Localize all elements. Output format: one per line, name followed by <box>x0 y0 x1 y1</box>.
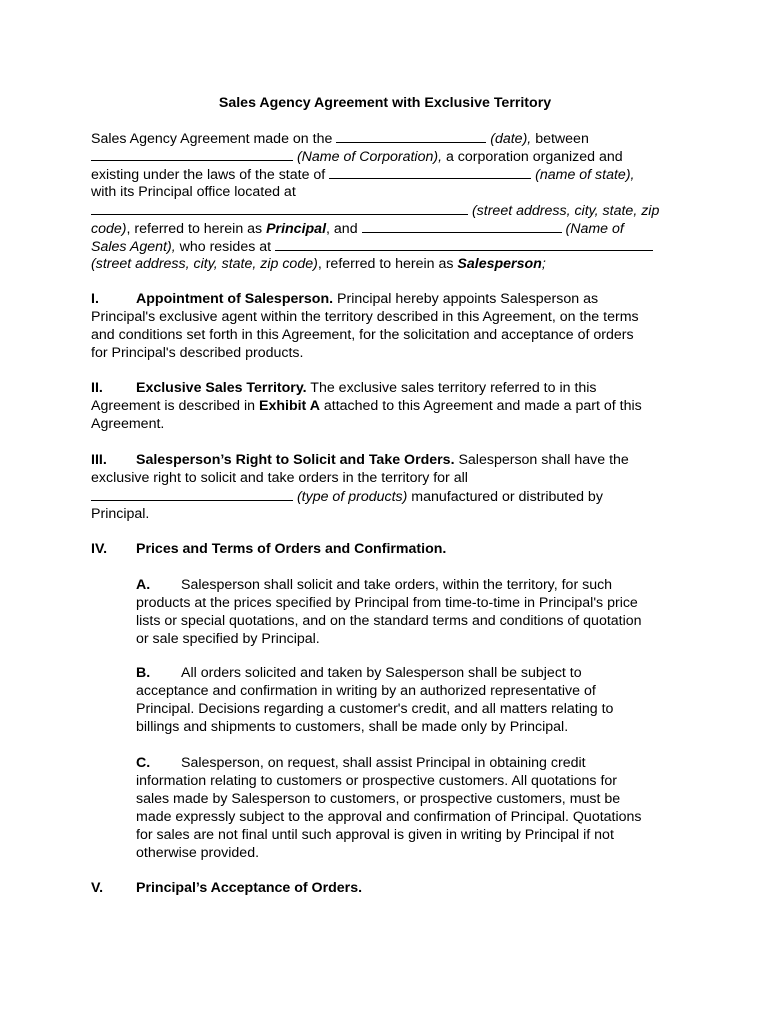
subsection-c-line-4: made expressly subject to the approval and confirmation of Principal. Quotations <box>136 809 642 825</box>
corporation-name-blank <box>91 147 293 161</box>
section-3-line-4: Principal. <box>91 506 150 522</box>
state-blank <box>329 165 531 179</box>
subsection-a-line-1: A. Salesperson shall solicit and take orders, within the territory, for such <box>136 577 613 593</box>
subsection-letter: A. <box>136 577 151 593</box>
section-3-line-2: exclusive right to solicit and take orders in the territory for all <box>91 470 468 486</box>
section-number: II. <box>91 380 103 396</box>
section-1-heading-line: I. Appointment of Salesperson. Principal hereby appoints Salesperson as <box>91 291 599 307</box>
subsection-c-line-1: C. Salesperson, on request, shall assist Principal in obtaining credit <box>136 755 586 771</box>
section-5-heading-line <box>91 879 362 897</box>
section-4-heading-line <box>91 540 446 558</box>
subsection-letter: B. <box>136 665 151 681</box>
document-title: Sales Agency Agreement with Exclusive Territory <box>218 95 552 111</box>
product-type-blank <box>91 487 293 501</box>
section-1-line-3: and conditions set forth in this Agreement, for the solicitation and acceptance of orders <box>91 327 634 343</box>
subsection-b-line-4: billings and shipments to customers, shall be made only by Principal. <box>136 719 569 735</box>
intro-line-5: (street address, city, state, zip <box>91 201 659 220</box>
subsection-a-line-2: products at the prices specified by Principal from time-to-time in Principal's price <box>136 595 638 611</box>
section-number: I. <box>91 291 99 307</box>
intro-line-4: with its Principal office located at <box>91 184 296 200</box>
subsection-c-line-5: for sales are not final until such approval is given in writing by Principal if not <box>136 827 614 843</box>
intro-line-6: code), referred to herein as Principal, and (Name of <box>91 221 624 237</box>
sales-agent-name-blank <box>362 219 562 233</box>
section-2-heading-line: II. Exclusive Sales Territory. The exclusive sales territory referred to in this <box>91 380 597 396</box>
date-blank <box>336 129 486 143</box>
intro-line-1: Sales Agency Agreement made on the (date), between <box>91 131 589 147</box>
subsection-b-line-2: acceptance and confirmation in writing by an authorized representative of <box>136 683 596 699</box>
subsection-c-line-6: otherwise provided. <box>136 845 260 861</box>
intro-line-2: (Name of Corporation), a corporation organized and <box>91 147 623 166</box>
exhibit-reference: Exhibit A <box>258 398 320 414</box>
section-heading: Prices and Terms of Orders and Confirmation. <box>136 541 447 557</box>
section-heading: Principal’s Acceptance of Orders. <box>136 880 363 896</box>
office-address-blank <box>91 201 468 215</box>
section-3-heading-line: III. Salesperson’s Right to Solicit and Take Orders. Salesperson shall have the <box>91 452 629 468</box>
subsection-b-line-1: B. All orders solicited and taken by Salesperson shall be subject to <box>136 665 582 681</box>
section-1-line-4: for Principal's described products. <box>91 345 304 361</box>
section-heading: Exclusive Sales Territory. <box>136 380 307 396</box>
subsection-a-line-3: lists or special quotations, and on the standard terms and conditions of quotation <box>136 613 642 629</box>
subsection-letter: C. <box>136 755 151 771</box>
section-heading: Salesperson’s Right to Solicit and Take Orders. <box>136 452 455 468</box>
subsection-b-line-3: Principal. Decisions regarding a customer's credit, and all matters relating to <box>136 701 614 717</box>
section-1-line-2: Principal's exclusive agent within the territory described in this Agreement, on the terms <box>91 309 639 325</box>
section-heading: Appointment of Salesperson. <box>136 291 334 307</box>
subsection-c-line-2: information relating to customers or prospective customers. All quotations for <box>136 773 618 789</box>
section-number: V. <box>91 880 104 896</box>
intro-line-7: Sales Agent), who resides at <box>91 237 653 256</box>
section-3-line-3: (type of products) manufactured or distributed by <box>91 487 603 506</box>
intro-line-3: existing under the laws of the state of (name of state), <box>91 167 635 183</box>
intro-line-8: (street address, city, state, zip code), referred to herein as Salesperson; <box>91 256 546 272</box>
section-2-line-3: Agreement. <box>91 416 165 432</box>
section-number: IV. <box>91 541 108 557</box>
subsection-c-line-3: sales made by Salesperson to customers, or prospective customers, must be <box>136 791 621 807</box>
subsection-a-line-4: or sale specified by Principal. <box>136 631 320 647</box>
section-number: III. <box>91 452 107 468</box>
section-2-line-2: Agreement is described in Exhibit A attached to this Agreement and made a part of this <box>91 398 642 414</box>
agent-address-blank <box>275 237 653 251</box>
